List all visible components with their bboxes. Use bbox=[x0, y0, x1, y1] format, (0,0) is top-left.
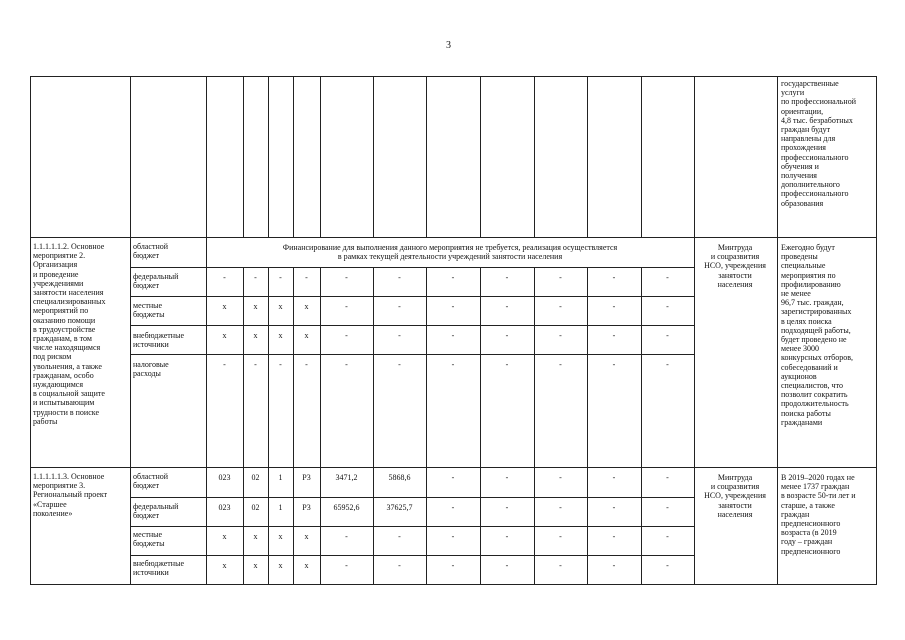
row2-value-cell: - bbox=[666, 532, 669, 541]
row2-value-cell: x bbox=[222, 532, 227, 541]
source-row-divider bbox=[130, 555, 695, 556]
row1-source-offbudget: внебюджетные источники bbox=[133, 331, 184, 350]
column-divider bbox=[641, 76, 642, 237]
row2-value-cell: x bbox=[253, 532, 258, 541]
row2-source-regional: областной бюджет bbox=[133, 472, 169, 491]
row1-value-cell: - bbox=[505, 331, 509, 340]
source-row-divider bbox=[130, 526, 695, 527]
row-divider bbox=[30, 237, 877, 238]
row2-value-cell: - bbox=[559, 503, 562, 512]
source-row-divider bbox=[130, 354, 695, 355]
row2-value-cell: 02 bbox=[251, 503, 260, 512]
row1-value-cell: - bbox=[612, 273, 616, 282]
row1-measure-name: 1.1.1.1.1.2. Основное мероприятие 2. Организация и проведение учреждениями занятости населения специализированных мероприятий по оказанию помощи в трудоустройстве гражданам, в том числе находящимся под риском увольнения, а также гражданам, особо нуждающимся в социальной защите и испытывающим трудности в поиске работы bbox=[33, 242, 106, 426]
column-divider bbox=[293, 76, 294, 237]
row2-value-cell: - bbox=[612, 532, 616, 541]
row1-value-cell: - bbox=[666, 331, 669, 340]
row1-value-cell: - bbox=[451, 302, 455, 311]
row0-result-text: государственные услуги по профессиональной ориентации, 4,8 тыс. безработных граждан будут направлены для прохождения профессионального обучения и получения дополнительного профессионального образования bbox=[781, 79, 856, 208]
row1-value-cell: - bbox=[505, 360, 509, 369]
row2-measure-name: 1.1.1.1.1.3. Основное мероприятие 3. Региональный проект «Старшее поколение» bbox=[33, 472, 108, 518]
row1-value-cell: - bbox=[451, 331, 455, 340]
row1-value-cell: x bbox=[278, 331, 283, 340]
column-divider bbox=[243, 76, 244, 237]
row1-value-cell: x bbox=[253, 331, 258, 340]
column-divider bbox=[320, 76, 321, 237]
row2-value-cell: - bbox=[398, 532, 401, 541]
row2-value-cell: - bbox=[505, 503, 509, 512]
row1-value-cell: - bbox=[279, 360, 282, 369]
row1-value-cell: - bbox=[666, 302, 669, 311]
row1-value-cell: x bbox=[278, 302, 283, 311]
row1-value-cell: - bbox=[345, 360, 348, 369]
row1-value-cell: - bbox=[398, 360, 401, 369]
row1-source-local: местные бюджеты bbox=[133, 301, 165, 320]
row2-value-cell: P3 bbox=[302, 503, 311, 512]
row2-value-cell: x bbox=[253, 561, 258, 570]
row2-value-cell: x bbox=[222, 561, 227, 570]
row2-source-offbudget: внебюджетные источники bbox=[133, 559, 184, 578]
row1-value-cell: - bbox=[666, 273, 669, 282]
row2-value-cell: - bbox=[505, 561, 509, 570]
column-divider bbox=[268, 76, 269, 237]
row2-value-cell: - bbox=[666, 561, 669, 570]
row1-value-cell: - bbox=[345, 331, 348, 340]
row1-value-cell: - bbox=[223, 273, 226, 282]
column-divider bbox=[777, 76, 778, 584]
row2-value-cell: 1 bbox=[278, 503, 283, 512]
source-row-divider bbox=[130, 267, 695, 268]
row2-value-cell: - bbox=[612, 561, 616, 570]
row2-value-cell: 023 bbox=[218, 473, 231, 482]
row1-value-cell: x bbox=[222, 331, 227, 340]
row1-value-cell: - bbox=[612, 360, 616, 369]
row2-value-cell: 02 bbox=[251, 473, 260, 482]
row2-value-cell: - bbox=[345, 561, 348, 570]
row2-source-federal: федеральный бюджет bbox=[133, 502, 179, 521]
row1-value-cell: x bbox=[304, 331, 309, 340]
row1-value-cell: - bbox=[398, 302, 401, 311]
row1-value-cell: - bbox=[254, 273, 257, 282]
column-divider bbox=[373, 76, 374, 237]
row2-value-cell: P3 bbox=[302, 473, 311, 482]
row2-value-cell: - bbox=[612, 473, 616, 482]
row2-value-cell: 1 bbox=[278, 473, 283, 482]
row1-value-cell: x bbox=[253, 302, 258, 311]
row1-value-cell: - bbox=[305, 360, 308, 369]
row1-value-cell: - bbox=[451, 273, 455, 282]
row2-value-cell: - bbox=[559, 561, 562, 570]
row2-value-cell: 3471,2 bbox=[335, 473, 358, 482]
table-bottom-border bbox=[30, 584, 877, 585]
row2-value-cell: - bbox=[612, 503, 616, 512]
row2-value-cell: - bbox=[666, 473, 669, 482]
row1-value-cell: - bbox=[279, 273, 282, 282]
row1-value-cell: - bbox=[559, 360, 562, 369]
row1-value-cell: - bbox=[305, 273, 308, 282]
row1-value-cell: - bbox=[505, 302, 509, 311]
row2-source-local: местные бюджеты bbox=[133, 530, 165, 549]
row2-value-cell: x bbox=[304, 561, 309, 570]
row1-source-federal: федеральный бюджет bbox=[133, 272, 179, 291]
row2-value-cell: - bbox=[451, 503, 455, 512]
row1-source-regional: областной бюджет bbox=[133, 242, 169, 261]
row2-value-cell: 37625,7 bbox=[386, 503, 413, 512]
column-divider bbox=[587, 76, 588, 237]
row1-value-cell: x bbox=[222, 302, 227, 311]
row2-executor: Минтруда и соцразвития НСО, учреждения занятости населения bbox=[704, 473, 766, 519]
row1-value-cell: - bbox=[559, 331, 562, 340]
row2-value-cell: - bbox=[505, 532, 509, 541]
row2-value-cell: - bbox=[398, 561, 401, 570]
row1-value-cell: - bbox=[666, 360, 669, 369]
row2-value-cell: - bbox=[345, 532, 348, 541]
row1-financing-note: Финансирование для выполнения данного мероприятия не требуется, реализация осуществляется в рамках текущей деятельности учреждений занятости населения bbox=[282, 243, 618, 262]
row2-value-cell: - bbox=[505, 473, 509, 482]
row2-value-cell: - bbox=[666, 503, 669, 512]
row1-value-cell: - bbox=[223, 360, 226, 369]
row1-value-cell: - bbox=[612, 302, 616, 311]
source-row-divider bbox=[130, 325, 695, 326]
row2-value-cell: - bbox=[451, 532, 455, 541]
row2-value-cell: 023 bbox=[218, 503, 231, 512]
row1-value-cell: - bbox=[451, 360, 455, 369]
row2-value-cell: 5868,6 bbox=[388, 473, 411, 482]
row2-value-cell: - bbox=[451, 561, 455, 570]
column-divider bbox=[480, 76, 481, 237]
row1-value-cell: - bbox=[612, 331, 616, 340]
source-row-divider bbox=[130, 497, 695, 498]
row2-value-cell: x bbox=[304, 532, 309, 541]
row2-value-cell: 65952,6 bbox=[333, 503, 360, 512]
row1-value-cell: - bbox=[559, 273, 562, 282]
row1-value-cell: x bbox=[304, 302, 309, 311]
row1-value-cell: - bbox=[398, 331, 401, 340]
table-top-border bbox=[30, 76, 877, 77]
row1-source-tax: налоговые расходы bbox=[133, 360, 169, 379]
column-divider bbox=[426, 76, 427, 237]
row1-result-text: Ежегодно будут проведены специальные мероприятия по профилированию не менее 96,7 тыс. граждан, зарегистрированных в целях поиска подходящей работы, будет проведено не менее 3000 конкурсных отборов, собеседований и аукционов специалистов, что позволит сократить продолжительность поиска работы гражданами bbox=[781, 243, 853, 427]
row-divider bbox=[30, 467, 877, 468]
row1-value-cell: - bbox=[254, 360, 257, 369]
column-divider bbox=[534, 76, 535, 237]
row2-value-cell: x bbox=[278, 561, 283, 570]
row1-value-cell: - bbox=[345, 302, 348, 311]
source-row-divider bbox=[130, 296, 695, 297]
row1-value-cell: - bbox=[505, 273, 509, 282]
row2-value-cell: x bbox=[278, 532, 283, 541]
row2-value-cell: - bbox=[559, 532, 562, 541]
row1-value-cell: - bbox=[398, 273, 401, 282]
row1-value-cell: - bbox=[345, 273, 348, 282]
page-number: 3 bbox=[446, 40, 451, 51]
row1-executor: Минтруда и соцразвития НСО, учреждения занятости населения bbox=[704, 243, 766, 289]
row2-value-cell: - bbox=[451, 473, 455, 482]
row2-result-text: В 2019–2020 годах не менее 1737 граждан в возрасте 50-ти лет и старше, а также граждан предпенсионного возраста (в 2019 году – граждан предпенсионного bbox=[781, 473, 856, 556]
row2-value-cell: - bbox=[559, 473, 562, 482]
column-divider bbox=[130, 76, 131, 584]
row1-value-cell: - bbox=[559, 302, 562, 311]
column-divider bbox=[30, 76, 31, 584]
